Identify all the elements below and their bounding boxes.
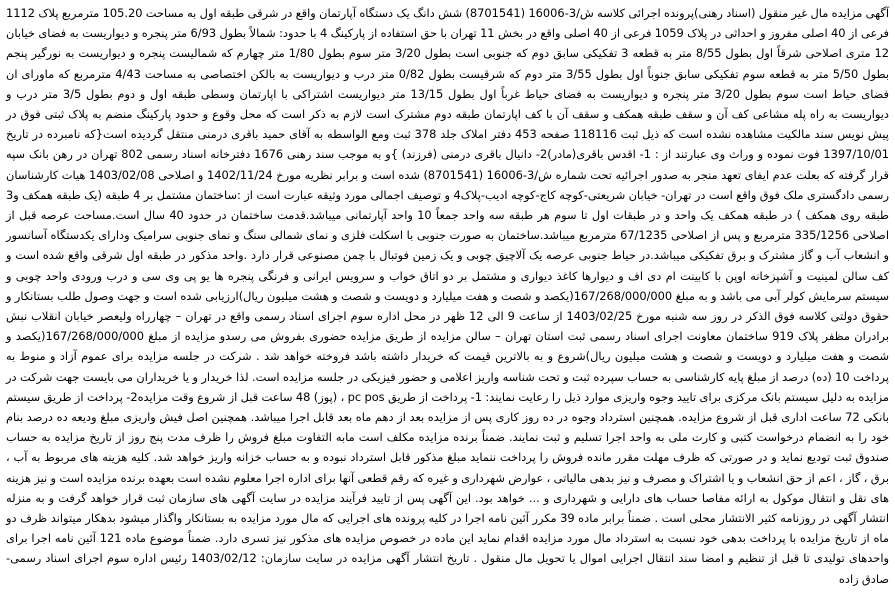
auction-notice-text: آگهی مزایده مال غیر منقول (اسناد رهنی)پرونده اجرائی کلاسه ش/3-16006 (8701541) شش دانگ یک دستگاه آپارتمان واقع در شرقی طبقه اول به مساحت 105.20 مترمربع پلاک 1112 فرعی از 40 اصلی مفروز و احداثی در پلاک 1059 فرعی از 40 اصلی واقع در بخش 11 تهران با حق استفاده از پارکینگ 4 با حدود: شمالاً بطول 6/93 متر پنجره و دیواریست به فضای خیابان 12 متری اصلاحی شرقاً اول بطول 8/55 متر به قطعه 3 تفکیکی سابق دوم که جنوبی است بطول 3/20 متر سوم بطول 1/80 متر چهارم که شمالیست پنجره و دیواریست به نورگیر پنجم بطول 5/50 متر به قطعه سوم تفکیکی سابق جنوباً اول بطول 3/55 متر دوم که شرقیست بطول 0/82 متر درب و دیواریست به بالکن اختصاصی به مساحت 4/43 مترمربع که ماورای ان فضای حیاط است سوم بطول 3/20 متر پنجره و دیواریست به فضای حیاط غرباً اول بطول 13/15 متر دیواریست اشتراکی با اپارتمان وسطی طبقه اول و دوم بطول 3/5 متر درب و دیواریست به راه پله مشاعی کف آن و سقف طبقه همکف و سقف آن با کف اپارتمان طبقه دوم مشترک است لازم به ذکر است که محل وقوع و حدود پارکینگ منضم به پلاک ثبتی فوق در پیش نویس سند مالکیت مشاهده نشده است که ذیل ثبت 118116 صفحه 453 دفتر املاک جلد 378 ثبت ومع الواسطه به آقای حمید باقری درمنی منتقل گردیده است{که نامبرده در تاریخ 1397/10/01 فوت نموده و وراث وی عبارتند از : 1- اقدس باقری(مادر)2- دانیال باقری درمنی (فرزند) }و به موجب سند رهنی 1676 دفترخانه اسناد رسمی 802 تهران در رهن بانک سپه قرار گرفته که بعلت عدم ایفای تعهد منجر به صدور اجرائیه تحت شماره ش/3-16006 (8701541) شده است و برابر نظریه مورخ 1402/11/24 و اصلاحی 1403/02/08 هیات کارشناسان رسمی دادگستری ملک فوق واقع است در تهران- خیابان شریعتی-کوچه کاج-کوچه ادیب-پلاک4 و توصیف اجمالی مورد وثیقه عبارت است از :ساختمان مشتمل بر 4 طبقه (یک طبقه همکف و3 طبقه روی همکف ) در طبقه همکف یک واحد و در طبقات اول تا سوم هر طبقه سه واحد جمعاً 10 واحد آپارتمانی میباشد.قدمت ساختمان در حدود 40 سال است.مساحت عرصه قبل از اصلاحی 335/1256 مترمربع و پس از اصلاحی 67/1235 مترمربع میباشد.ساختمان به صورت جنوبی با اسکلت فلزی و نمای شمالی سنگ و نمای جنوبی سرامیک ودارای یکدستگاه آسانسور و انشعاب آب و گاز مشترک و برق تفکیکی میباشد.در حیاط جنوبی عرصه یک آلاچیق چوبی و یک زمین فوتبال با چمن مصنوعی قرار دارد .واحد مذکور در طبقه اول شرقی واقع شده است و کف سالن لمینیت و آشپزخانه اوپن با کابینت ام دی اف و دیوارها کاغذ دیواری و مشتمل بر دو اتاق خواب و سرویس ایرانی و فرنگی پنجره ها یو پی وی سی و درب ورودی واحد چوبی و سیستم سرمایش کولر آبی می باشد و به مبلغ 167/268/000/000(یکصد و شصت و هفت میلیارد و دویست و شصت و هشت میلیون ریال)ارزیابی شده است و جهت وصول طلب بستانکار و حقوق دولتی کلاسه فوق الذکر در روز سه شنبه مورخ 1403/02/25 از ساعت 9 الی 12 ظهر در محل اداره سوم اجرای اسناد رسمی واقع در تهران – چهارراه ولیعصر خیابان انقلاب نبش برادران مظفر پلاک 919 ساختمان معاونت اجرای اسناد رسمی ثبت استان تهران – سالن مزایده از طریق مزایده حضوری بفروش می رسدو مزایده از مبلغ 167/268/000/000(یکصد و شصت و هفت میلیارد و دویست و شصت و هشت میلیون ریال)شروع و به بالاترین قیمت که خریدار داشته باشد فروخته خواهد شد . شرکت در جلسه مزایده برای عموم آزاد و منوط به پرداخت 10 (ده) درصد از مبلغ پایه کارشناسی به حساب سپرده ثبت و تحت شناسه واریز اعلامی و حضور فیزیکی در جلسه مزایده است. لذا خریدار و یا خریداران می بایست جهت شرکت در مزایده به دلیل سیستم بانک مرکزی برای تایید وجوه واریزی موارد ذیل را رعایت نمایند: 1- پرداخت از طریق pc pos ، (پوز) 48 ساعت قبل از شروع وقت مزایده2- پرداخت از طریق سیستم بانکی 72 ساعت اداری قبل از شروع مزایده. همچنین استرداد وجوه در ده روز کاری پس از مزایده بعد از دهم ماه بعد قابل اجرا میباشد. همچنین اصل فیش واریزی مبلغ ودیعه ده درصد بنام خود را به انضمام درخواست کتبی و کارت ملی به واحد اجرا تسلیم و ثبت نمایند. ضمناً برنده مزایده مکلف است مابه التفاوت مبلغ فروش را ظرف مدت پنج روز از تاریخ مزایده به حساب صندوق ثبت تودیع نماید و در صورتی که ظرف مهلت مقرر مانده فروش را پرداخت ننماید مبلغ مذکور قابل استرداد نبوده و به حساب خزانه واریز خواهد شد. کلیه هزینه های مربوط به آب ، برق ، گاز ، اعم از حق انشعاب و یا اشتراک و مصرف و نیز بدهی مالیاتی ، عوارض شهرداری و غیره که رقم قطعی آنها برای اداره اجرا معلوم نشده است بعهده برنده مزایده است و نیز هزینه های نقل و انتقال موکول به ارائه مفاصا حساب های دارایی و شهرداری و ... خواهد بود. این آگهی پس از تایید فرآیند مزایده در سایت آگهی های سازمان ثبت قرار خواهد گرفت و به منزله انتشار آگهی در روزنامه کثیر الانتشار محلی است . ضمناً برابر ماده 39 مکرر آئین نامه اجرا در کلیه پرونده های اجرایی که مال مورد مزایده به بستانکار واگذار میشود بدهکار میتواند ظرف دو ماه از تاریخ مزایده با پرداخت بدهی خود نسبت به استرداد مال مورد مزایده اقدام نماید این ماده در خصوص مزایده های مذکور نیز تسری دارد. ضمناً موضوع ماده 121 آئین نامه اجرا برای واحدهای تولیدی تا قبل از تنظیم و امضا سند انتقال اجرایی اموال یا تحویل مال منقول . تاریخ انتشار آگهی مزایده در سایت سازمان: 1403/02/12 رئیس اداره سوم اجرای اسناد رسمی- صادق زاده [6,6,890,586]
